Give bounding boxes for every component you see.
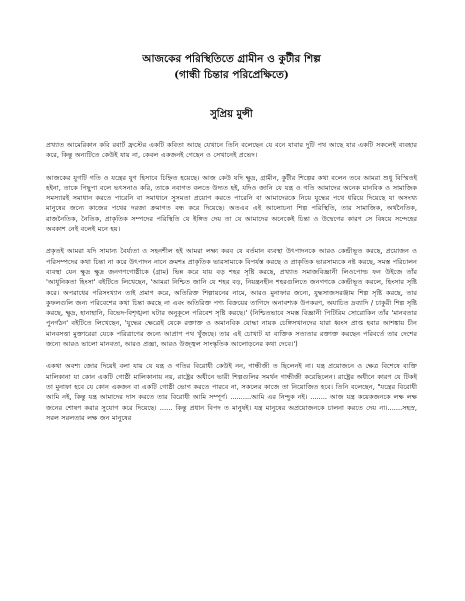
paragraph-1: প্রখ্যাত আমেরিকান কবি রবার্ট ফ্রস্টের একটি কবিতা আছে যেখানে তিনি বলেছেন যে বনে যাবার দুটি পথ আছে যার একটি সকলেই ব্যবহার করে, কিন্তু অন্যটিতে কেউই যায় না, কেবল একজনই গেছেন ও সেখানেই প্রভেদ। (46, 141, 417, 160)
document-subtitle: (গান্ধী চিন্তার পরিপ্রেক্ষিতে) (174, 69, 289, 81)
author-name: সুপ্রিয় মুন্সী (210, 109, 253, 120)
document-title: আজকের পরিস্থিতিতে গ্রামীন ও কুটীর শিল্প (142, 53, 321, 65)
paragraph-4: একথা অবশ্য জোর দিয়েই বলা যায় যে যন্ত্র ও গতির বিরোধী কেউই নন, গান্ধীজী ত ছিলেনই না। যন্ত্র প্রয়োজনে ও ক্ষেত্র বিশেষে ব্যক্তি মালিকানা যা কোন একটি গোষ্ঠী মালিকানায় নয়, রাষ্ট্রের অধীনে ভারী শিল্পগুলির সমর্থন গান্ধীজী করেছিলেন। রাষ্ট্রের অধীনে কারণ যে টিকই তা মুনাফা হবে যে কোন একজন বা একটি গোষ্ঠী ভোগ করতে পারবে না, সকলের কাজে তা নিয়োজিত হবে। তিনি বলেছেন, "যন্ত্রের বিরোধী আমি নই, কিন্তু যন্ত্র আমাদের দাস করতে তার বিরোধী আমি সম্পূর্ণ। ..........আমি এর নিন্দুক নই। ........ আজ যন্ত্র কয়েকজনকে লক্ষ লক্ষ জনের শোষণ করার সুযোগ করে দিয়েছে। ...... কিন্তু প্রধান বিপদ ত মানুষই। যন্ত্র মানুষের অপ্রয়োজনকে চালনা করতে দেয় না।.......সহস্র, সরল সরলতার লক্ষ জন মানুষের (46, 362, 417, 422)
paragraph-3: প্রকৃতই আমরা যদি সামান্য বৈর্য্যতা ও সহনশীল হই আমরা লক্ষ্য করব যে বর্তমান ব্যবস্থা উৎপাদনকে আরও কেন্দ্রীভূত করছে, প্রয়োজন ও পরিসম্পদের কথা চিন্তা না করে উৎপাদন নানে ক্রমশঃ প্রাকৃতিক ভারসাম্যকে বিপর্যস্ত করছে ও প্রাকৃতিক ভারসাম্যকে নষ্ট করছে, সমস্ত পরিচালন ব্যবস্থা যেন ক্ষুদ্র ক্ষুদ্র জনগণগোষ্ঠীকে (গ্রাম) ভিন্ন করে যায় বড় শহর সৃষ্টি করছে, প্রখ্যাত সমাজবিজ্ঞানী লিওপোল্ড ফন উইজে তাঁর 'আধুনিকতা হিংসা' বইটিতে লিখেছেন, 'আমরা নিশ্চিত জানি যে শহর বড়, নিয়ন্ত্রনহীন শহরগুলিতে জনগণকে কেন্দ্রীভূত করলে, হিংসার সৃষ্টি করে। অপরাধের পরিসংখ্যান তাই প্রমাণ করে, অতিরিক্ত শিল্পায়নের নামে, আরও মুনাফার জন্যে, যুদ্ধসাজসরঞ্জাম শিল্প সৃষ্টি করছে, তার কুফলগুলি জন্য পরিবেশের কথা চিন্তা করছে না এবং অতিরিক্ত পণ্য বিক্রয়ের তাগিদে অনাবশ্যক উপকরণ, অযাচিত দ্রব্যাদি / চাকুরী শিল্প সৃষ্টি করছে, ক্ষুদ্র, হানাহানি, বিভেদ-বিশৃঙ্খলা ঘটার অনুকূলে পরিবেশ সৃষ্টি করছে।' (নিশ্চিতভাবে সমস্ত বিজ্ঞানী পিটিরিম সোরোকিন তাঁর 'মানবতার পুনর্গঠন' বইটিতে লিখেছেন, 'যুদ্ধের ক্ষেত্রেই যেকে রক্তাক্ত ও অমানবিক যোদ্ধা নায়ক চেঙ্গিসখানদের যারা ধ্বংস প্রাপ্ত হবার আশঙ্কায় চীন মানবসত্তা মুক্তারেরা যেকে পরিত্রাণের জন্যে আপ্রাণ পথ খুঁজছে। তার এই চোখাট যা ব্যক্তিক সত্যতার রক্তাক্ত করছেন পরিবর্তে তার দেশের জন্যে আরও ভালো মানবতা, আরও প্রজ্ঞা, আরও উজ্জ্বল সাংস্কৃতিক আলোড়নের কথা দেবে।') (46, 247, 417, 349)
paragraph-2: আজকের যুগটি গতি ও যন্ত্রের যুগ হিসাবে চিহ্নিত হয়েছে। আজ কেউ যদি ক্ষুদ্র, গ্রামীন, কুটীর শিল্পের কথা বলেন তবে আমরা শুধু বিস্মিতই হইনা, তাকে পিছুপা বলে ভৎসনাও করি, তাকে নবাগত বলতে উদ্যত হই, যদিও জানি যে যন্ত্র ও গতি আমাদের অনেক মানবিক ও সামাজিক সমস্যারই সমাধান করতে পারেনি বা সমাধানে সুসমতা প্রয়োগ করতে পারেনি বা আমাদেরকে নিয়ে যুদ্ধের পথে ধরিয়ে দিয়েছে যা অসংখ্য মানুষের জন্যে কাজের পথের দরজা ক্রমাগত বন্ধ করে দিয়েছে। অতএব এই আলোচনা শিল্প পরিস্থিতি, তার সামাজিক, অর্থনৈতিক, রাজনৈতিক, নৈতিক, প্রাকৃতিক সম্পদের পরিস্থিতি যে ইঙ্গিত দেয় তা যে আমাদের অনেকেই চিন্তা ও উদ্বেগের কারণ সে বিষয়ে সন্দেহের অবকাশ নেই বলেই মনে হয়। (46, 173, 417, 234)
